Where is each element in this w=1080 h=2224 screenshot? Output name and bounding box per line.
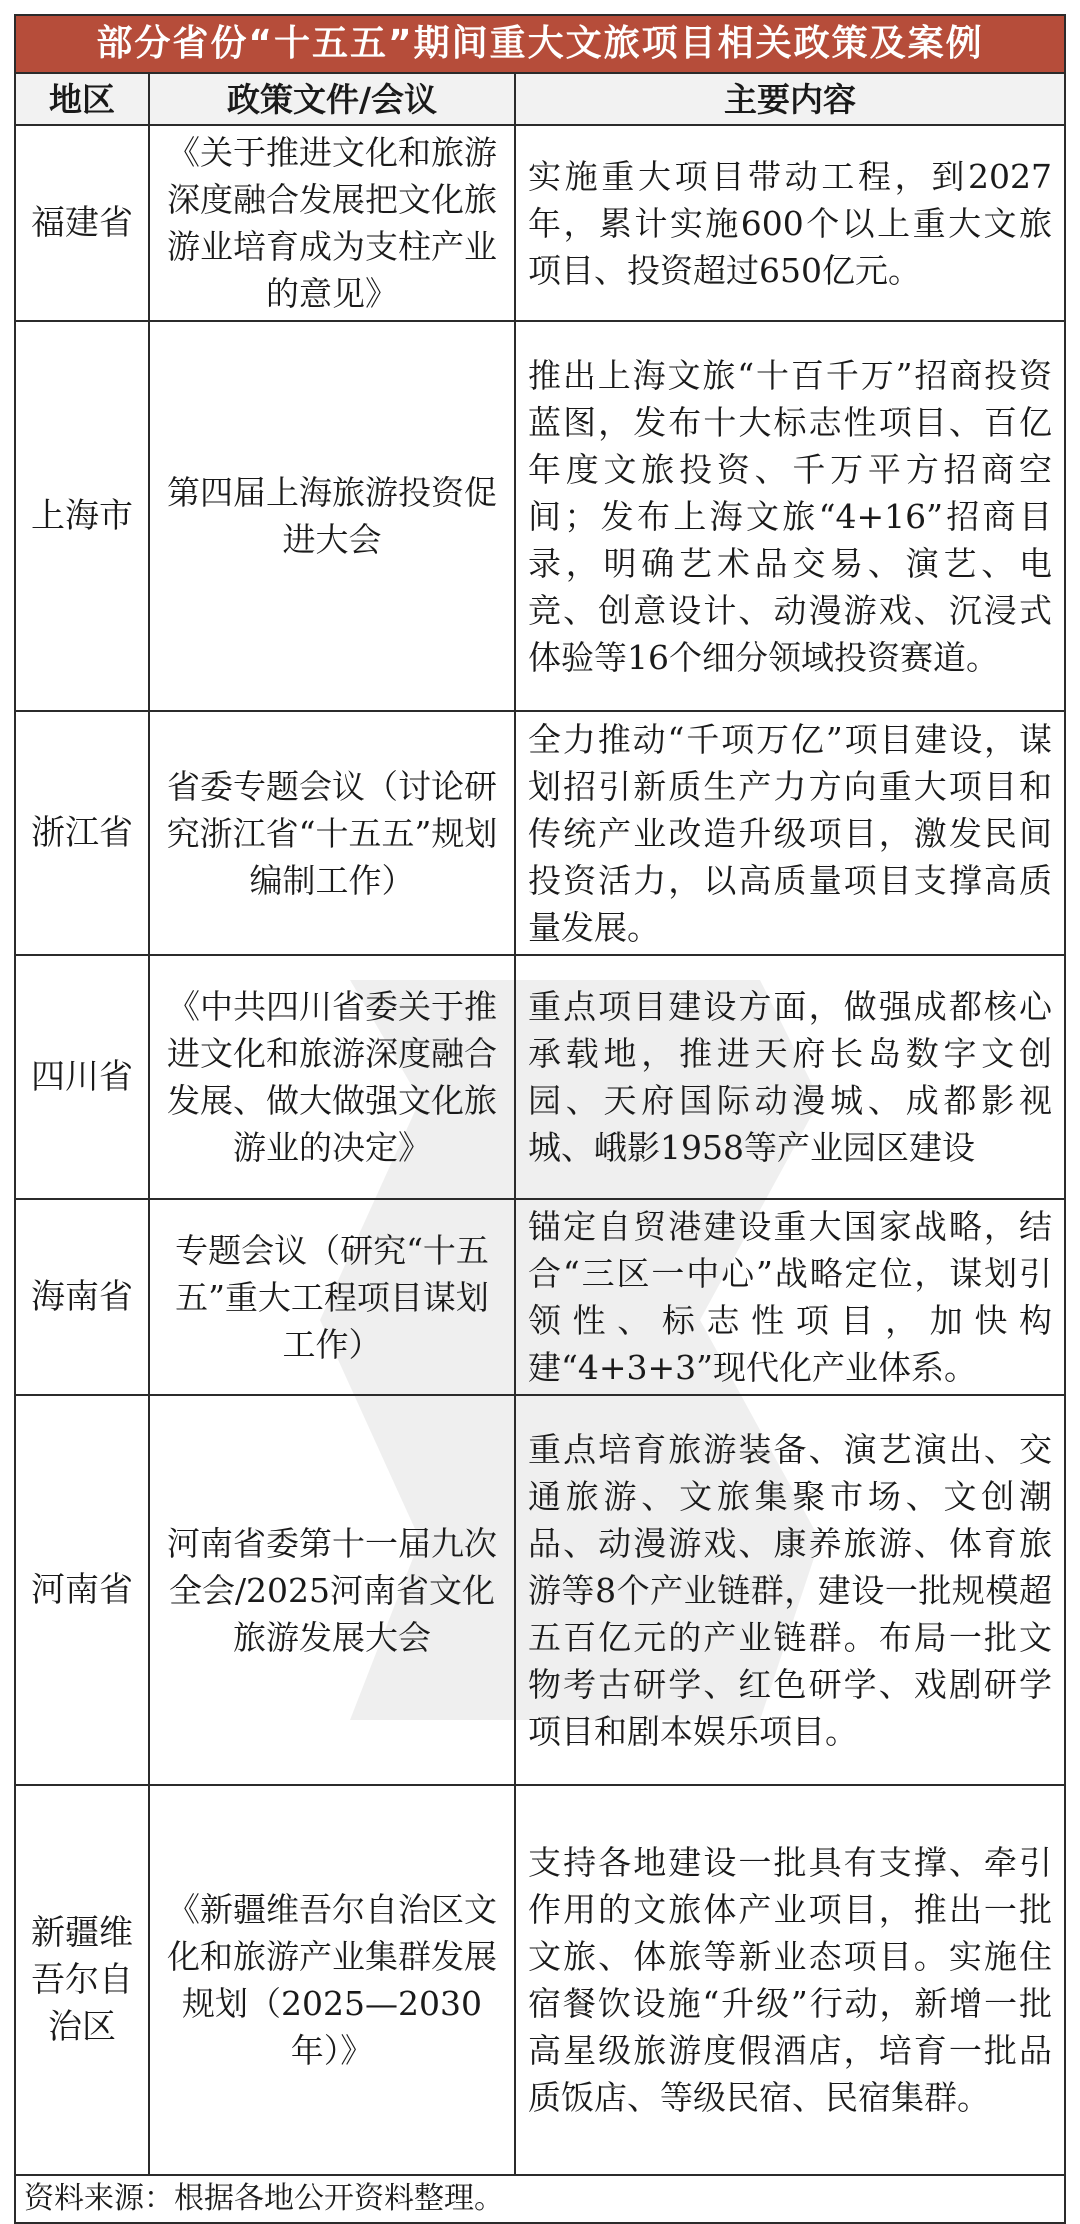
header-region: 地区	[15, 73, 149, 125]
table-header-row	[15, 73, 1065, 125]
content-cell: 重点项目建设方面，做强成都核心承载地，推进天府长岛数字文创园、天府国际动漫城、成都影视城、峨影1958等产业园区建设	[515, 955, 1065, 1199]
table-row	[15, 1199, 1065, 1395]
policy-table	[14, 72, 1066, 2176]
header-policy: 政策文件/会议	[149, 73, 515, 125]
policy-cell: 《中共四川省委关于推进文化和旅游深度融合发展、做大做强文化旅游业的决定》	[149, 955, 515, 1199]
region-cell: 四川省	[15, 955, 149, 1199]
region-cell: 浙江省	[15, 711, 149, 955]
table-row	[15, 1395, 1065, 1785]
region-cell: 河南省	[15, 1395, 149, 1785]
region-cell: 海南省	[15, 1199, 149, 1395]
source-note: 资料来源：根据各地公开资料整理。	[14, 2176, 1066, 2224]
policy-cell: 河南省委第十一届九次全会/2025河南省文化旅游发展大会	[149, 1395, 515, 1785]
policy-cell: 第四届上海旅游投资促进大会	[149, 321, 515, 711]
table-title: 部分省份“十五五”期间重大文旅项目相关政策及案例	[14, 14, 1066, 72]
content-cell: 实施重大项目带动工程，到2027年，累计实施600个以上重大文旅项目、投资超过650亿元。	[515, 125, 1065, 321]
policy-cell: 省委专题会议（讨论研究浙江省“十五五”规划编制工作）	[149, 711, 515, 955]
content-cell: 锚定自贸港建设重大国家战略，结合“三区一中心”战略定位，谋划引领性、标志性项目，加快构建“4+3+3”现代化产业体系。	[515, 1199, 1065, 1395]
table-row	[15, 1785, 1065, 2175]
table-row	[15, 321, 1065, 711]
content-cell: 推出上海文旅“十百千万”招商投资蓝图，发布十大标志性项目、百亿年度文旅投资、千万平方招商空间；发布上海文旅“4+16”招商目录，明确艺术品交易、演艺、电竞、创意设计、动漫游戏、沉浸式体验等16个细分领域投资赛道。	[515, 321, 1065, 711]
policy-cell: 《关于推进文化和旅游深度融合发展把文化旅游业培育成为支柱产业的意见》	[149, 125, 515, 321]
content-cell: 支持各地建设一批具有支撑、牵引作用的文旅体产业项目，推出一批文旅、体旅等新业态项目。实施住宿餐饮设施“升级”行动，新增一批高星级旅游度假酒店，培育一批品质饭店、等级民宿、民宿集群。	[515, 1785, 1065, 2175]
policy-cell: 《新疆维吾尔自治区文化和旅游产业集群发展规划（2025—2030年）》	[149, 1785, 515, 2175]
region-cell: 福建省	[15, 125, 149, 321]
policy-cell: 专题会议（研究“十五五”重大工程项目谋划工作）	[149, 1199, 515, 1395]
table-row	[15, 711, 1065, 955]
region-cell: 上海市	[15, 321, 149, 711]
content-cell: 重点培育旅游装备、演艺演出、交通旅游、文旅集聚市场、文创潮品、动漫游戏、康养旅游、体育旅游等8个产业链群，建设一批规模超五百亿元的产业链群。布局一批文物考古研学、红色研学、戏剧研学项目和剧本娱乐项目。	[515, 1395, 1065, 1785]
region-cell: 新疆维吾尔自治区	[15, 1785, 149, 2175]
header-content: 主要内容	[515, 73, 1065, 125]
table-row	[15, 955, 1065, 1199]
table-row	[15, 125, 1065, 321]
content-cell: 全力推动“千项万亿”项目建设，谋划招引新质生产力方向重大项目和传统产业改造升级项目，激发民间投资活力，以高质量项目支撑高质量发展。	[515, 711, 1065, 955]
policy-table-container	[14, 14, 1066, 2224]
